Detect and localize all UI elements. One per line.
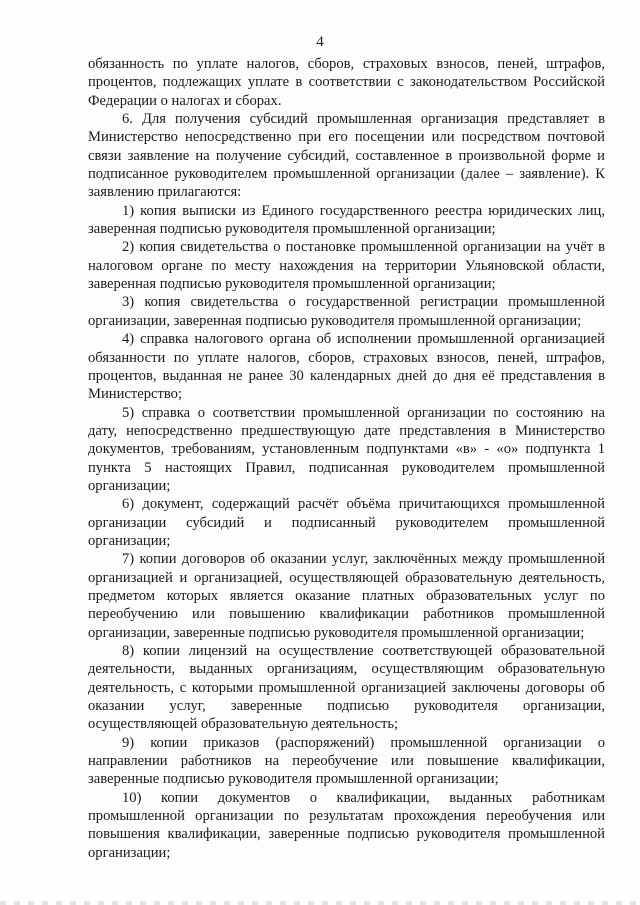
- page-number: 4: [316, 34, 324, 50]
- list-item-7: 7) копии договоров об оказании услуг, заключённых между промышленной организацией и организацией, осуществляющей образовательную деятельность, предметом которых является оказание платных образовательных услуг по переобучению или повышению квалификации работников промышленной организации, заверенные подписью руководителя промышленной организации;: [88, 551, 605, 641]
- list-item-1: 1) копия выписки из Единого государственного реестра юридических лиц, заверенная подписью руководителя промышленной организации;: [88, 202, 605, 238]
- list-item-6: 6) документ, содержащий расчёт объёма причитающихся промышленной организации субсидий и подписанный руководителем промышленной организации;: [88, 496, 605, 549]
- paragraph-item-6: 6. Для получения субсидий промышленная организация представляет в Министерство непосредственно при его посещении или посредством почтовой связи заявление на получение субсидий, составленное в произвольной форме и подписанное руководителем промышленной организации (далее – заявление). К заявлению прилагаются:: [88, 111, 605, 201]
- list-item-5: 5) справка о соответствии промышленной организации по состоянию на дату, непосредственно предшествующую дате представления в Министерство документов, требованиям, установленным подпунктами «в» - «о» подпункта 1 пункта 5 настоящих Правил, подписанная руководителем промышленной организации;: [88, 404, 605, 494]
- document-body: [88, 55, 605, 862]
- list-item-2: 2) копия свидетельства о постановке промышленной организации на учёт в налоговом органе по месту нахождения на территории Ульяновской области, заверенная подписью руководителя промышленной организации;: [88, 239, 605, 293]
- list-item-9: 9) копии приказов (распоряжений) промышленной организации о направлении работников на переобучение или повышение квалификации, заверенные подписью руководителя промышленной организации;: [88, 734, 605, 788]
- list-item-8: 8) копии лицензий на осуществление соответствующей образовательной деятельности, выданных организациям, осуществляющим образовательную деятельность, с которыми промышленной организацией заключены договоры об оказании услуг, заверенные подписью руководителя организации, осуществляющей образовательную деятельность;: [88, 643, 605, 733]
- list-item-4: 4) справка налогового органа об исполнении промышленной организацией обязанности по уплате налогов, сборов, страховых взносов, пеней, штрафов, процентов, выданная не ранее 30 календарных дней до дня её представления в Министерство;: [88, 331, 605, 403]
- paragraph-continuation: обязанность по уплате налогов, сборов, страховых взносов, пеней, штрафов, процентов, подлежащих уплате в соответствии с законодательством Российской Федерации о налогах и сборах.: [88, 56, 605, 109]
- scan-edge-artifact: [0, 901, 640, 905]
- list-item-10: 10) копии документов о квалификации, выданных работникам промышленной организации по результатам прохождения переобучения или повышения квалификации, заверенные подписью руководителя промышленной организации;: [88, 789, 605, 861]
- list-item-3: 3) копия свидетельства о государственной регистрации промышленной организации, заверенная подписью руководителя промышленной организации;: [88, 294, 605, 329]
